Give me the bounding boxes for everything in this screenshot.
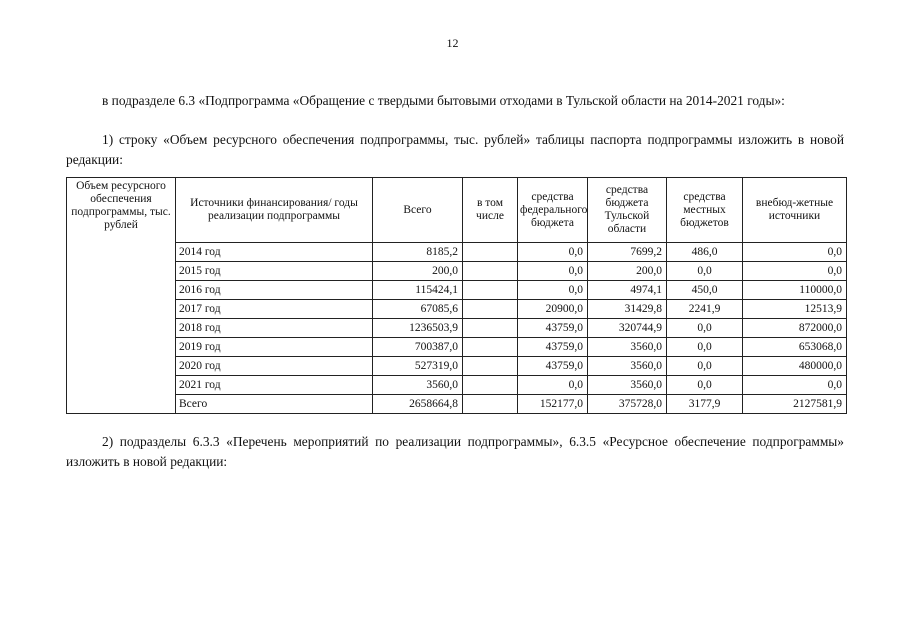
resource-table xyxy=(66,177,847,414)
cell-federal: 43759,0 xyxy=(518,319,588,338)
cell-including xyxy=(463,319,518,338)
cell-including xyxy=(463,262,518,281)
cell-year: 2018 год xyxy=(176,319,373,338)
cell-year: Всего xyxy=(176,395,373,414)
cell-regional: 320744,9 xyxy=(588,319,667,338)
paragraph-item-2: 2) подразделы 6.3.3 «Перечень мероприятий по реализации подпрограммы», 6.3.5 «Ресурсное обеспечение подпрограммы» изложить в новой редакции: xyxy=(66,434,844,469)
cell-offbudget: 0,0 xyxy=(743,376,847,395)
cell-local: 450,0 xyxy=(667,281,743,300)
page-number: 12 xyxy=(446,36,459,50)
cell-including xyxy=(463,243,518,262)
table-row xyxy=(67,262,847,281)
table-row xyxy=(67,357,847,376)
cell-regional: 3560,0 xyxy=(588,357,667,376)
table-row xyxy=(67,243,847,262)
paragraph-intro: в подразделе 6.3 «Подпрограмма «Обращение с твердыми бытовыми отходами в Тульской области на 2014-2021 годы»: xyxy=(102,93,785,108)
cell-local: 2241,9 xyxy=(667,300,743,319)
cell-offbudget: 12513,9 xyxy=(743,300,847,319)
header-federal: средства федерального бюджета xyxy=(518,178,588,243)
cell-offbudget: 872000,0 xyxy=(743,319,847,338)
cell-regional: 375728,0 xyxy=(588,395,667,414)
cell-offbudget: 2127581,9 xyxy=(743,395,847,414)
cell-including xyxy=(463,338,518,357)
cell-year: 2016 год xyxy=(176,281,373,300)
header-including: в том числе xyxy=(463,178,518,243)
header-total: Всего xyxy=(373,178,463,243)
cell-year: 2015 год xyxy=(176,262,373,281)
table-row xyxy=(67,281,847,300)
cell-local: 0,0 xyxy=(667,338,743,357)
table-row xyxy=(67,395,847,414)
cell-including xyxy=(463,376,518,395)
header-local: средства местных бюджетов xyxy=(667,178,743,243)
cell-regional: 3560,0 xyxy=(588,376,667,395)
table-row xyxy=(67,319,847,338)
table-header-row xyxy=(67,178,847,243)
cell-federal: 152177,0 xyxy=(518,395,588,414)
cell-offbudget: 0,0 xyxy=(743,243,847,262)
table-row xyxy=(67,338,847,357)
cell-year: 2019 год xyxy=(176,338,373,357)
cell-federal: 0,0 xyxy=(518,281,588,300)
table-label-cell: Объем ресурсного обеспечения подпрограммы, тыс. рублей xyxy=(67,178,176,414)
cell-local: 0,0 xyxy=(667,319,743,338)
cell-federal: 20900,0 xyxy=(518,300,588,319)
table-row xyxy=(67,300,847,319)
cell-local: 3177,9 xyxy=(667,395,743,414)
cell-regional: 7699,2 xyxy=(588,243,667,262)
cell-regional: 200,0 xyxy=(588,262,667,281)
cell-including xyxy=(463,357,518,376)
table-row xyxy=(67,376,847,395)
cell-offbudget: 0,0 xyxy=(743,262,847,281)
cell-federal: 43759,0 xyxy=(518,357,588,376)
cell-local: 0,0 xyxy=(667,376,743,395)
header-offbudget: внебюд-жетные источники xyxy=(743,178,847,243)
cell-offbudget: 110000,0 xyxy=(743,281,847,300)
cell-total: 200,0 xyxy=(373,262,463,281)
cell-total: 115424,1 xyxy=(373,281,463,300)
header-source: Источники финансирования/ годы реализации подпрограммы xyxy=(176,178,373,243)
cell-year: 2021 год xyxy=(176,376,373,395)
cell-total: 2658664,8 xyxy=(373,395,463,414)
cell-local: 0,0 xyxy=(667,357,743,376)
cell-federal: 0,0 xyxy=(518,262,588,281)
cell-local: 486,0 xyxy=(667,243,743,262)
paragraph-item-1: 1) строку «Объем ресурсного обеспечения подпрограммы, тыс. рублей» таблицы паспорта подпрограммы изложить в новой редакции: xyxy=(66,132,844,167)
cell-regional: 3560,0 xyxy=(588,338,667,357)
cell-total: 700387,0 xyxy=(373,338,463,357)
cell-offbudget: 653068,0 xyxy=(743,338,847,357)
cell-year: 2020 год xyxy=(176,357,373,376)
cell-total: 1236503,9 xyxy=(373,319,463,338)
cell-including xyxy=(463,395,518,414)
cell-offbudget: 480000,0 xyxy=(743,357,847,376)
cell-including xyxy=(463,300,518,319)
cell-federal: 0,0 xyxy=(518,376,588,395)
cell-total: 3560,0 xyxy=(373,376,463,395)
cell-federal: 43759,0 xyxy=(518,338,588,357)
cell-regional: 31429,8 xyxy=(588,300,667,319)
header-regional: средства бюджета Тульской области xyxy=(588,178,667,243)
cell-local: 0,0 xyxy=(667,262,743,281)
cell-total: 8185,2 xyxy=(373,243,463,262)
cell-including xyxy=(463,281,518,300)
cell-year: 2014 год xyxy=(176,243,373,262)
cell-federal: 0,0 xyxy=(518,243,588,262)
cell-year: 2017 год xyxy=(176,300,373,319)
cell-regional: 4974,1 xyxy=(588,281,667,300)
cell-total: 527319,0 xyxy=(373,357,463,376)
cell-total: 67085,6 xyxy=(373,300,463,319)
